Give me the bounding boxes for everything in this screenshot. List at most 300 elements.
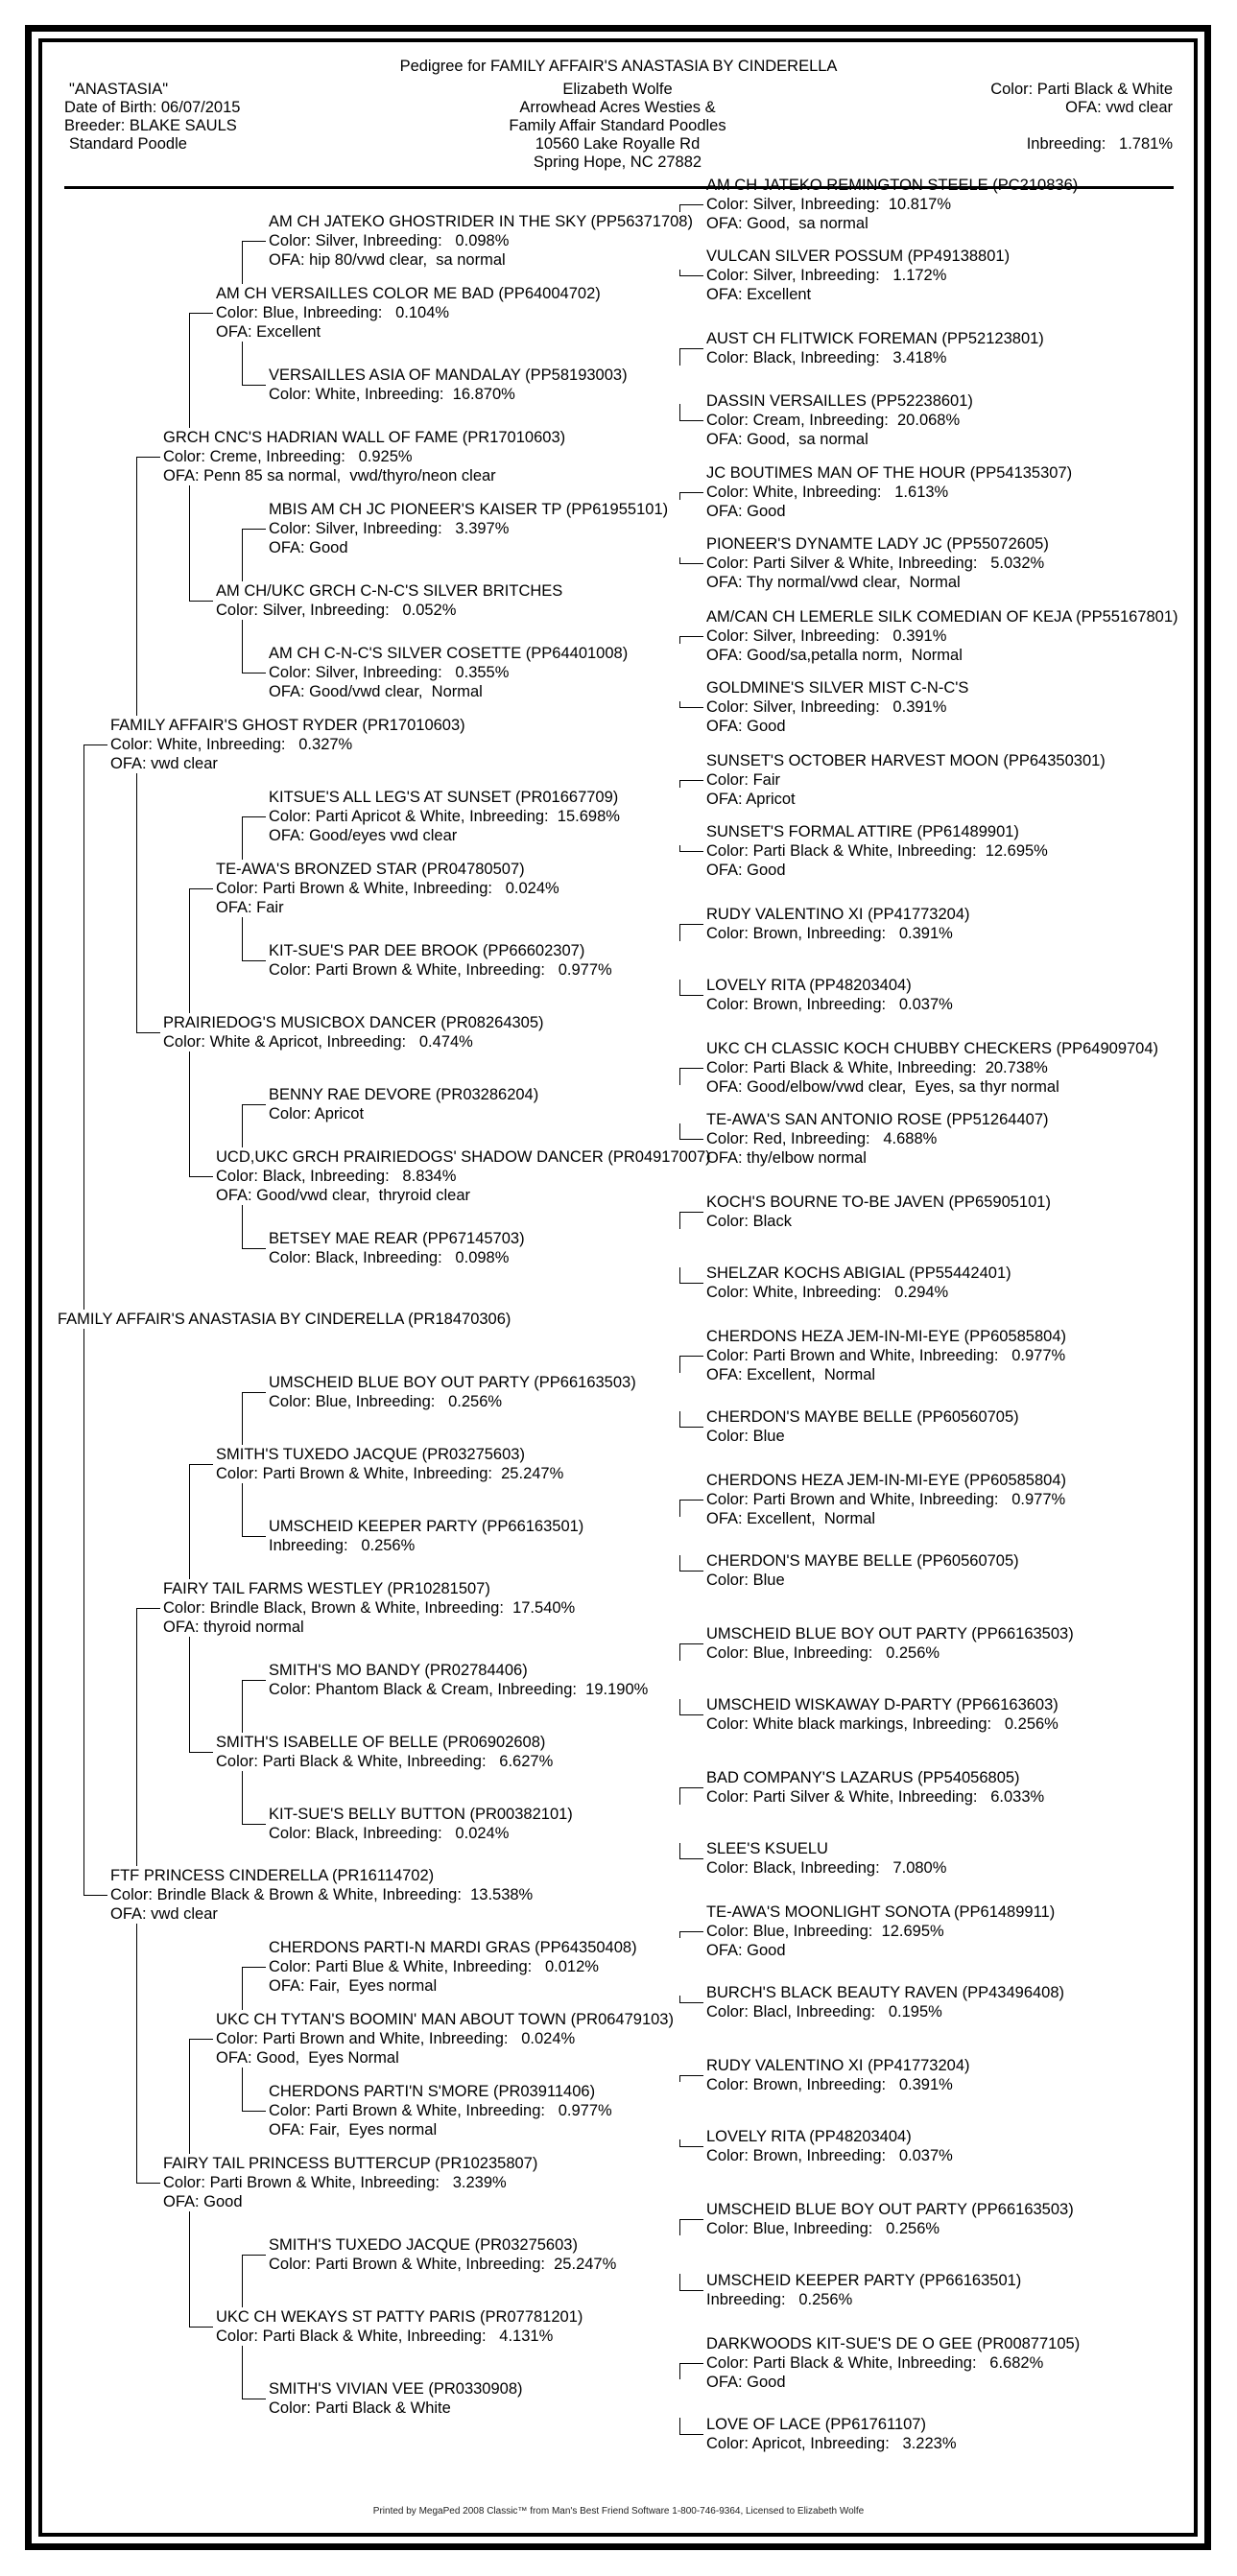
dog-name: TE-AWA'S SAN ANTONIO ROSE (PP51264407) [706, 1111, 1049, 1128]
connector-line [679, 204, 703, 205]
dog-color-inbreeding: Color: Blue, Inbreeding: 12.695% [706, 1923, 944, 1940]
dog-color-inbreeding: Color: Parti Black & White, Inbreeding: 6.627% [216, 1753, 554, 1770]
dog-name: JC BOUTIMES MAN OF THE HOUR (PP54135307) [706, 464, 1073, 482]
sire-entry [216, 1445, 563, 1483]
dam-entry [706, 678, 968, 736]
dog-ofa: OFA: thy/elbow normal [706, 1149, 867, 1167]
dog-color-inbreeding: Color: Parti Blue & White, Inbreeding: 0.012% [269, 1958, 599, 1975]
dog-ofa: OFA: Fair, Eyes normal [269, 1977, 438, 1995]
dog-name: UKC CH CLASSIC KOCH CHUBBY CHECKERS (PP64909704) [706, 1040, 1159, 1057]
dog-name: UMSCHEID KEEPER PARTY (PP66163501) [269, 1518, 584, 1535]
dog-name: LOVELY RITA (PP48203404) [706, 977, 912, 994]
dog-name: KIT-SUE'S BELLY BUTTON (PR00382101) [269, 1806, 573, 1823]
dam-entry [269, 2082, 612, 2139]
dog-color-inbreeding: Color: Parti Black & White, Inbreeding: 12.695% [706, 842, 1048, 860]
dam-entry [706, 1839, 946, 1878]
address-city: Spring Hope, NC 27882 [533, 154, 702, 171]
dog-name: BENNY RAE DEVORE (PR03286204) [269, 1086, 539, 1103]
connector-line [679, 1996, 680, 2003]
connector-line [679, 492, 703, 493]
dog-name: UMSCHEID BLUE BOY OUT PARTY (PP66163503) [706, 1625, 1074, 1642]
dog-name: BURCH'S BLACK BEAUTY RAVEN (PP43496408) [706, 1984, 1065, 2001]
dog-color-inbreeding: Color: Phantom Black & Cream, Inbreeding: 19.190% [269, 1681, 649, 1698]
dog-color-inbreeding: Color: Blue [706, 1572, 785, 1589]
connector-line [679, 492, 680, 500]
connector-line [679, 1356, 680, 1373]
dam-entry [706, 247, 1010, 304]
connector-line [242, 1967, 266, 1968]
dog-color-inbreeding: Inbreeding: 0.256% [269, 1537, 416, 1554]
connector-line [679, 924, 703, 925]
connector-line [679, 2219, 680, 2235]
connector-line [679, 2075, 680, 2082]
connector-line [679, 1858, 703, 1859]
dam-entry [706, 1110, 1049, 1168]
dog-name: RUDY VALENTINO XI (PP41773204) [706, 906, 970, 923]
dog-name: CHERDONS HEZA JEM-IN-MI-EYE (PP60585804) [706, 1472, 1067, 1489]
address-street: 10560 Lake Royalle Rd [535, 135, 701, 153]
sire-entry [706, 1624, 1074, 1663]
connector-line [679, 1068, 680, 1085]
dog-ofa: OFA: Good [163, 2193, 243, 2210]
sire-entry [706, 1327, 1066, 1384]
dog-name: KITSUE'S ALL LEG'S AT SUNSET (PR01667709) [269, 789, 619, 806]
dog-ofa: OFA: Excellent, Normal [706, 1510, 876, 1527]
dam-entry [269, 1517, 583, 1555]
dog-name: SMITH'S MO BANDY (PR02784406) [269, 1662, 528, 1679]
dog-ofa: OFA: Penn 85 sa normal, vwd/thyro/neon clear [163, 467, 496, 484]
dog-color-inbreeding: Color: Black, Inbreeding: 0.024% [269, 1825, 510, 1842]
connector-line [189, 601, 213, 602]
connector-line [189, 888, 213, 889]
dog-name: BAD COMPANY'S LAZARUS (PP54056805) [706, 1769, 1020, 1786]
dog-color-inbreeding: Color: Parti Black & White, Inbreeding: 4.131% [216, 2328, 554, 2345]
connector-line [189, 1052, 190, 1177]
connector-line [189, 2327, 213, 2328]
dog-ofa: OFA: Apricot [706, 791, 796, 808]
dog-color-inbreeding: Color: Blue [706, 1428, 785, 1445]
sire-entry [163, 1579, 575, 1637]
connector-line [189, 313, 213, 314]
sire-entry [706, 1471, 1066, 1528]
connector-line [242, 385, 266, 386]
dog-name: PIONEER'S DYNAMTE LADY JC (PP55072605) [706, 535, 1049, 553]
connector-line [242, 342, 243, 386]
dog-color-inbreeding: Inbreeding: 0.256% [706, 2291, 853, 2308]
connector-line [679, 845, 680, 852]
connector-line [242, 620, 243, 674]
connector-line [136, 773, 137, 1033]
connector-line [679, 1283, 703, 1284]
connector-line [189, 2211, 190, 2328]
dog-color-inbreeding: Color: Blacl, Inbreeding: 0.195% [706, 2003, 942, 2021]
sire-entry [269, 1373, 636, 1411]
connector-line [189, 2039, 190, 2154]
connector-line [242, 1967, 243, 2010]
dog-color-inbreeding: Color: Parti Black & White [269, 2399, 451, 2417]
connector-line [679, 2434, 703, 2435]
dam-entry [110, 1866, 533, 1924]
dog-name: AUST CH FLITWICK FOREMAN (PP52123801) [706, 330, 1044, 347]
connector-line [679, 204, 680, 212]
sire-entry [110, 716, 465, 773]
connector-line [679, 2363, 680, 2379]
dog-name: VERSAILLES ASIA OF MANDALAY (PP58193003) [269, 366, 628, 384]
dam-entry [706, 1983, 1064, 2021]
connector-line [136, 1924, 137, 2184]
connector-line [679, 1139, 703, 1140]
sire-entry [216, 2010, 674, 2068]
dog-name: UKC CH TYTAN'S BOOMIN' MAN ABOUT TOWN (PR06479103) [216, 2011, 674, 2028]
dog-name: KIT-SUE'S PAR DEE BROOK (PP66602307) [269, 942, 585, 959]
dog-name: UMSCHEID WISKAWAY D-PARTY (PP66163603) [706, 1696, 1059, 1713]
sire-entry [706, 751, 1106, 809]
dog-ofa: OFA: Excellent [216, 323, 321, 341]
connector-line [679, 1267, 680, 1284]
dog-color-inbreeding: Color: Apricot [269, 1105, 365, 1123]
dog-color-inbreeding: Color: Silver, Inbreeding: 0.098% [269, 232, 510, 249]
connector-line [242, 673, 266, 674]
connector-line [679, 1555, 680, 1572]
dam-entry [706, 2415, 957, 2453]
connector-line [242, 1771, 243, 1825]
dog-ofa: OFA: Good [706, 1942, 786, 1959]
dog-color-inbreeding: Color: White & Apricot, Inbreeding: 0.474% [163, 1033, 473, 1051]
connector-line [679, 404, 680, 421]
connector-line [679, 1714, 703, 1715]
dam-entry [706, 534, 1049, 592]
dog-color-inbreeding: Color: Silver, Inbreeding: 0.391% [706, 627, 947, 645]
connector-line [242, 1104, 266, 1105]
connector-line [189, 485, 190, 602]
connector-line [679, 1427, 703, 1428]
dog-name: TE-AWA'S BRONZED STAR (PR04780507) [216, 861, 525, 878]
connector-line [136, 457, 137, 716]
dog-ofa: OFA: Good [706, 2374, 786, 2391]
dog-ofa: OFA: thyroid normal [163, 1619, 304, 1636]
connector-line [679, 1123, 680, 1140]
dam-entry [269, 2379, 523, 2418]
dog-color-inbreeding: Color: Creme, Inbreeding: 0.925% [163, 448, 413, 465]
connector-line [679, 1500, 680, 1517]
breeder: Breeder: BLAKE SAULS [64, 117, 237, 134]
dog-ofa: OFA: Good/elbow/vwd clear, Eyes, sa thyr normal [706, 1078, 1059, 1096]
connector-line [242, 2346, 243, 2399]
dog-ofa: OFA: Good/eyes vwd clear [269, 827, 458, 844]
sire-entry [216, 284, 601, 342]
connector-line [679, 780, 703, 781]
connector-line [242, 1680, 243, 1733]
connector-line [679, 1787, 680, 1805]
dam-entry [269, 1805, 573, 1843]
dog-color-inbreeding: Color: Brindle Black & Brown & White, Inbreeding: 13.538% [110, 1886, 534, 1903]
dog-ofa: OFA: Good, Eyes Normal [216, 2049, 399, 2067]
sire-entry [269, 500, 668, 557]
kennel-line-2: Family Affair Standard Poodles [509, 117, 726, 134]
dog-name: SMITH'S TUXEDO JACQUE (PR03275603) [269, 2236, 578, 2254]
connector-line [679, 2139, 680, 2147]
dog-name: RUDY VALENTINO XI (PP41773204) [706, 2057, 970, 2074]
dog-color-inbreeding: Color: Parti Apricot & White, Inbreeding: 15.698% [269, 808, 620, 825]
connector-line [679, 1843, 680, 1859]
connector-line [679, 2363, 703, 2364]
dog-ofa: OFA: Fair [216, 899, 284, 916]
dog-ofa: OFA: Excellent [706, 286, 812, 303]
dog-name: UMSCHEID BLUE BOY OUT PARTY (PP66163503) [706, 2201, 1074, 2218]
connector-line [679, 2418, 680, 2435]
dog-name: SLEE'S KSUELU [706, 1840, 828, 1857]
dog-color-inbreeding: Color: Cream, Inbreeding: 20.068% [706, 412, 961, 429]
subject-inbreeding: Inbreeding: 1.781% [1026, 135, 1173, 153]
dog-name: DARKWOODS KIT-SUE'S DE O GEE (PR00877105) [706, 2335, 1081, 2352]
dam-entry [706, 976, 953, 1014]
connector-line [679, 851, 703, 852]
dog-color-inbreeding: Color: Silver, Inbreeding: 0.391% [706, 698, 947, 716]
dam-entry [269, 644, 628, 701]
dam-entry [216, 2307, 583, 2346]
dam-entry [706, 1551, 1019, 1590]
connector-line [679, 420, 703, 421]
dog-color-inbreeding: Color: Brown, Inbreeding: 0.037% [706, 996, 953, 1013]
sire-entry [706, 176, 1078, 233]
dog-name: CHERDONS PARTI'N S'MORE (PR03911406) [269, 2083, 596, 2100]
subject-ofa: OFA: vwd clear [1065, 99, 1173, 116]
dog-ofa: OFA: Good [706, 503, 786, 520]
connector-line [189, 1752, 213, 1753]
connector-line [136, 1032, 160, 1033]
connector-line [679, 348, 680, 366]
connector-line [679, 2219, 703, 2220]
dog-ofa: OFA: vwd clear [110, 1905, 218, 1923]
dog-name: VULCAN SILVER POSSUM (PP49138801) [706, 248, 1011, 265]
dog-color-inbreeding: Color: Blue, Inbreeding: 0.256% [269, 1393, 503, 1410]
dog-name: AM CH VERSAILLES COLOR ME BAD (PP64004702) [216, 285, 601, 302]
dam-entry [706, 1695, 1059, 1734]
connector-line [83, 1895, 107, 1896]
connector-line [242, 241, 266, 242]
dog-ofa: OFA: Good, sa normal [706, 431, 868, 448]
connector-line [242, 2255, 243, 2307]
dog-color-inbreeding: Color: Black, Inbreeding: 0.098% [269, 1249, 510, 1266]
sire-entry [706, 1193, 1051, 1231]
dog-name: SMITH'S VIVIAN VEE (PR0330908) [269, 2380, 523, 2398]
sire-entry [706, 905, 970, 943]
dog-name: UMSCHEID BLUE BOY OUT PARTY (PP66163503) [269, 1374, 636, 1391]
connector-line [189, 888, 190, 1013]
dog-ofa: OFA: Good [706, 862, 786, 879]
dam-entry [706, 1407, 1019, 1446]
connector-line [679, 707, 703, 708]
connector-line [242, 2068, 243, 2112]
dog-color-inbreeding: Color: Parti Silver & White, Inbreeding: 6.033% [706, 1788, 1045, 1806]
dog-name: AM CH C-N-C'S SILVER COSETTE (PP64401008) [269, 645, 629, 662]
connector-line [679, 1931, 680, 1938]
connector-line [242, 529, 266, 530]
connector-line [679, 2290, 703, 2291]
dog-color-inbreeding: Color: Brown, Inbreeding: 0.037% [706, 2147, 953, 2164]
dog-name: MBIS AM CH JC PIONEER'S KAISER TP (PP61955101) [269, 501, 669, 518]
dog-name: UKC CH WEKAYS ST PATTY PARIS (PR07781201) [216, 2308, 583, 2326]
sire-entry [269, 1661, 648, 1699]
connector-line [189, 1464, 213, 1465]
dog-ofa: OFA: Excellent, Normal [706, 1366, 876, 1383]
kennel-line-1: Arrowhead Acres Westies & [519, 99, 716, 116]
dog-name: AM/CAN CH LEMERLE SILK COMEDIAN OF KEJA (PP55167801) [706, 608, 1178, 626]
pedigree-title: Pedigree for FAMILY AFFAIR'S ANASTASIA BY CINDERELLA [399, 58, 838, 75]
date-of-birth: Date of Birth: 06/07/2015 [64, 99, 241, 116]
dam-entry [163, 2154, 537, 2211]
connector-line [242, 1392, 266, 1393]
dog-ofa: OFA: Good/sa,petalla norm, Normal [706, 647, 963, 664]
dog-name: AM CH JATEKO GHOSTRIDER IN THE SKY (PP56371708) [269, 213, 693, 230]
dog-color-inbreeding: Color: Parti Black & White, Inbreeding: 20.738% [706, 1059, 1048, 1076]
dog-color-inbreeding: Color: Blue, Inbreeding: 0.256% [706, 1644, 940, 1662]
sire-entry [706, 607, 1178, 665]
connector-line [679, 636, 703, 637]
dam-entry [269, 366, 628, 404]
connector-line [679, 1500, 703, 1501]
connector-line [679, 1212, 680, 1229]
connector-line [83, 744, 107, 745]
dog-name: SHELZAR KOCHS ABIGIAL (PP55442401) [706, 1264, 1011, 1282]
dam-entry [706, 2271, 1021, 2309]
dog-name: FAMILY AFFAIR'S GHOST RYDER (PR17010603) [110, 717, 465, 734]
dog-name: DASSIN VERSAILLES (PP52238601) [706, 392, 973, 410]
connector-line [242, 816, 266, 817]
connector-line [242, 1483, 243, 1537]
connector-line [679, 1411, 680, 1428]
connector-line [242, 529, 243, 581]
dog-color-inbreeding: Color: Parti Brown and White, Inbreeding: 0.024% [216, 2030, 576, 2047]
dog-ofa: OFA: hip 80/vwd clear, sa normal [269, 251, 506, 269]
dog-ofa: OFA: Good, sa normal [706, 215, 868, 232]
connector-line [679, 1787, 703, 1788]
dog-name: CHERDON'S MAYBE BELLE (PP60560705) [706, 1408, 1019, 1426]
dog-name: LOVELY RITA (PP48203404) [706, 2128, 912, 2145]
connector-line [242, 1104, 243, 1147]
dog-color-inbreeding: Color: Black, Inbreeding: 7.080% [706, 1859, 947, 1877]
dog-name: LOVE OF LACE (PP61761107) [706, 2416, 926, 2433]
connector-line [189, 2039, 213, 2040]
sire-entry [216, 860, 559, 917]
dam-entry [216, 1147, 711, 1205]
dog-color-inbreeding: Color: White, Inbreeding: 0.327% [110, 736, 353, 753]
dog-ofa: OFA: Fair, Eyes normal [269, 2121, 438, 2139]
dog-name: CHERDONS PARTI-N MARDI GRAS (PP64350408) [269, 1939, 637, 1956]
connector-line [136, 457, 160, 458]
connector-line [242, 1392, 243, 1445]
connector-line [679, 557, 680, 564]
connector-line [136, 1608, 137, 1866]
call-name: "ANASTASIA" [69, 81, 169, 98]
sire-entry [706, 1039, 1158, 1097]
dog-color-inbreeding: Color: White, Inbreeding: 0.294% [706, 1284, 949, 1301]
connector-line [189, 1637, 190, 1753]
connector-line [679, 995, 703, 996]
connector-line [679, 924, 680, 941]
dog-name: PRAIRIEDOG'S MUSICBOX DANCER (PR08264305) [163, 1014, 544, 1031]
dog-color-inbreeding: Color: White, Inbreeding: 16.870% [269, 386, 515, 403]
dog-ofa: OFA: Good/vwd clear, Normal [269, 683, 483, 700]
dog-name: SMITH'S TUXEDO JACQUE (PR03275603) [216, 1446, 525, 1463]
dog-name: GRCH CNC'S HADRIAN WALL OF FAME (PR17010603) [163, 429, 566, 446]
dog-name: FAIRY TAIL PRINCESS BUTTERCUP (PR10235807) [163, 2155, 538, 2172]
sire-entry [706, 1768, 1044, 1807]
dog-name: CHERDON'S MAYBE BELLE (PP60560705) [706, 1552, 1019, 1570]
dam-entry [706, 2127, 953, 2165]
connector-line [242, 1680, 266, 1681]
dam-entry [216, 1733, 553, 1771]
dog-name: UMSCHEID KEEPER PARTY (PP66163501) [706, 2272, 1022, 2289]
printed-by-footer: Printed by MegaPed 2008 Classic™ from Man's Best Friend Software 1-800-746-9364, Licensed to Elizabeth Wolfe [372, 2506, 865, 2517]
dog-color-inbreeding: Color: Parti Brown & White, Inbreeding: 0.024% [216, 880, 559, 897]
dog-name: FAIRY TAIL FARMS WESTLEY (PR10281507) [163, 1580, 490, 1597]
dog-name: KOCH'S BOURNE TO-BE JAVEN (PP65905101) [706, 1193, 1051, 1211]
dam-entry [269, 941, 612, 980]
dam-entry [269, 1229, 525, 1267]
dog-name: FAMILY AFFAIR'S ANASTASIA BY CINDERELLA (PR18470306) [58, 1311, 511, 1328]
connector-line [679, 2002, 703, 2003]
sire-entry [269, 212, 693, 270]
dog-color-inbreeding: Color: Black, Inbreeding: 3.418% [706, 349, 947, 366]
connector-line [679, 1212, 703, 1213]
connector-line [242, 241, 243, 284]
dog-ofa: OFA: Good [706, 718, 786, 735]
connector-line [679, 563, 703, 564]
dog-color-inbreeding: Color: Parti Brown & White, Inbreeding: 25.247% [269, 2256, 617, 2273]
dog-color-inbreeding: Color: Brindle Black, Brown & White, Inbreeding: 17.540% [163, 1599, 576, 1617]
sire-entry [269, 788, 620, 845]
connector-line [189, 1176, 213, 1177]
dog-color-inbreeding: Color: Apricot, Inbreeding: 3.223% [706, 2435, 957, 2452]
connector-line [189, 1464, 190, 1579]
dog-color-inbreeding: Color: Fair [706, 771, 781, 789]
sire-entry [706, 2200, 1074, 2238]
dog-ofa: OFA: Good [269, 539, 348, 556]
dog-name: UCD,UKC GRCH PRAIRIEDOGS' SHADOW DANCER (PR04917007) [216, 1148, 711, 1166]
connector-line [136, 1608, 160, 1609]
connector-line [242, 2111, 266, 2112]
dog-color-inbreeding: Color: Brown, Inbreeding: 0.391% [706, 2076, 953, 2093]
sire-entry [269, 1085, 538, 1123]
sire-entry [163, 428, 565, 485]
connector-line [679, 636, 680, 644]
connector-line [679, 1643, 680, 1661]
dog-color-inbreeding: Color: Black, Inbreeding: 8.834% [216, 1168, 457, 1185]
connector-line [679, 780, 680, 788]
connector-line [242, 1824, 266, 1825]
sire-entry [706, 463, 1072, 521]
connector-line [242, 1536, 266, 1537]
connector-line [242, 1205, 243, 1249]
connector-line [679, 980, 680, 996]
sire-entry [706, 2056, 970, 2094]
dog-name: SUNSET'S OCTOBER HARVEST MOON (PP64350301) [706, 752, 1106, 769]
sire-entry [269, 2235, 616, 2274]
connector-line [679, 1643, 703, 1644]
dam-entry [706, 1264, 1011, 1302]
dog-name: TE-AWA'S MOONLIGHT SONOTA (PP61489911) [706, 1903, 1056, 1921]
dam-entry [706, 391, 973, 449]
dog-color-inbreeding: Color: Silver, Inbreeding: 10.817% [706, 196, 951, 213]
dog-color-inbreeding: Color: Parti Brown and White, Inbreeding: 0.977% [706, 1491, 1066, 1508]
dam-entry [216, 581, 562, 620]
dog-color-inbreeding: Color: Red, Inbreeding: 4.688% [706, 1130, 938, 1147]
dog-color-inbreeding: Color: Parti Silver & White, Inbreeding: 5.032% [706, 555, 1045, 572]
connector-line [189, 313, 190, 428]
connector-line [679, 1571, 703, 1572]
dog-name: GOLDMINE'S SILVER MIST C-N-C'S [706, 679, 969, 697]
